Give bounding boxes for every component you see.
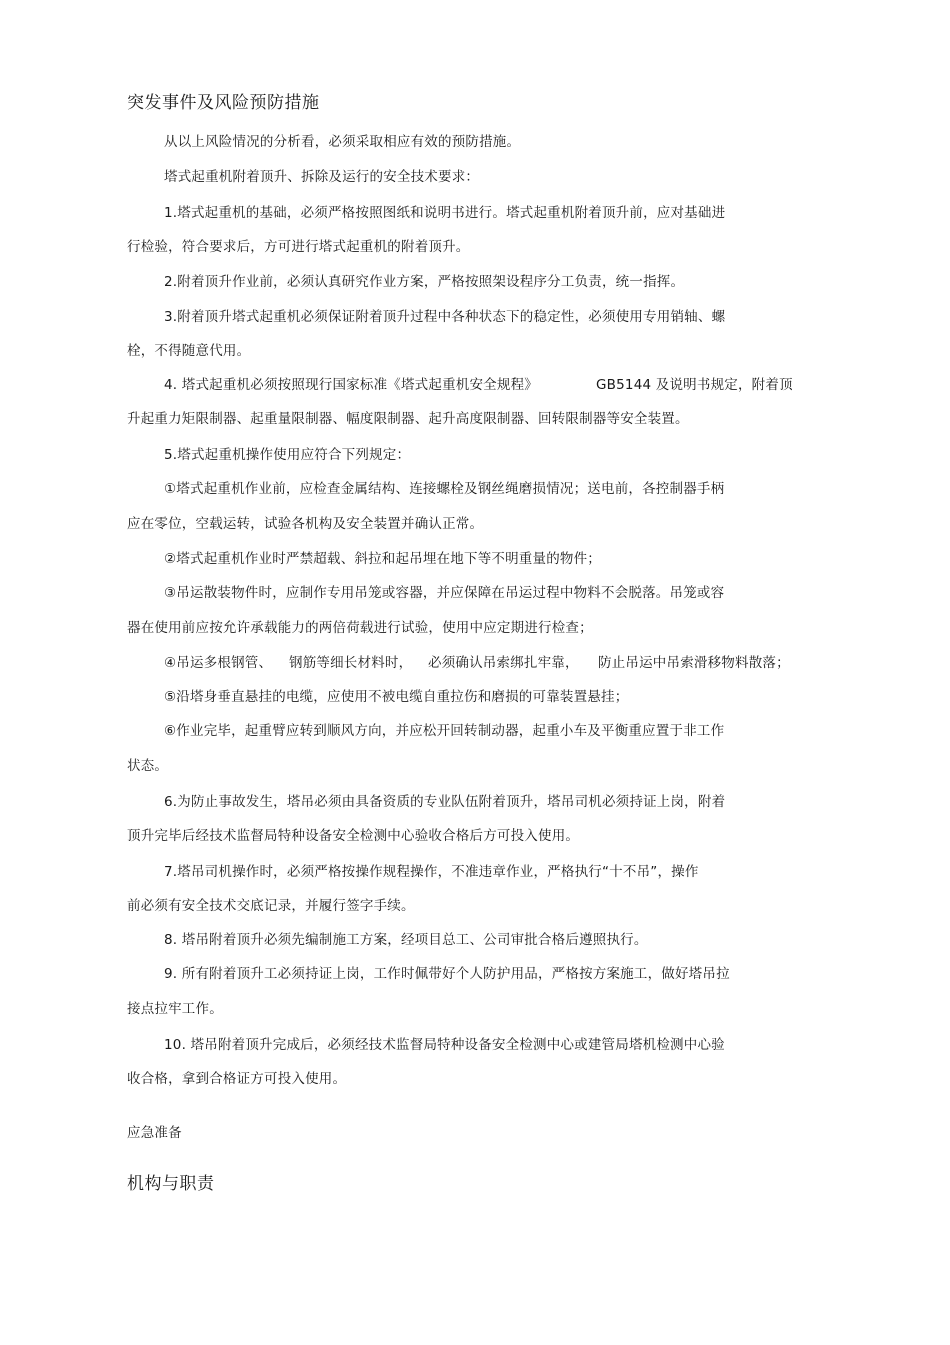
sub-item-4-part-1: ④吊运多根钢管、 — [164, 655, 273, 671]
sub-item-3-line-1: ③吊运散装物件时，应制作专用吊笼或容器，并应保障在吊运过程中物料不会脱落。吊笼或容 — [164, 585, 725, 601]
item-7-line-1: 7.塔吊司机操作时，必须严格按操作规程操作，不准违章作业，严格执行“十不吊”，操作 — [164, 864, 699, 880]
item-8: 8. 塔吊附着顶升必须先编制施工方案，经项目总工、公司审批合格后遵照执行。 — [164, 932, 648, 948]
item-5: 5.塔式起重机操作使用应符合下列规定： — [164, 447, 411, 463]
item-4-line-2: 升起重力矩限制器、起重量限制器、幅度限制器、起升高度限制器、回转限制器等安全装置。 — [127, 411, 689, 427]
item-1-line-1: 1.塔式起重机的基础，必须严格按照图纸和说明书进行。塔式起重机附着顶升前，应对基础进 — [164, 205, 726, 221]
sub-item-5: ⑤沿塔身垂直悬挂的电缆，应使用不被电缆自重拉伤和磨损的可靠装置悬挂； — [164, 689, 629, 705]
sub-item-1-line-1: ①塔式起重机作业前，应检查金属结构、连接螺栓及钢丝绳磨损情况；送电前，各控制器手柄 — [164, 481, 725, 497]
sub-item-4-part-4: 防止吊运中吊索滑移物料散落； — [598, 655, 790, 671]
section-heading: 突发事件及风险预防措施 — [127, 93, 320, 113]
item-3-line-1: 3.附着顶升塔式起重机必须保证附着顶升过程中各种状态下的稳定性，必须使用专用销轴、螺 — [164, 309, 726, 325]
item-6-line-2: 顶升完毕后经技术监督局特种设备安全检测中心验收合格后方可投入使用。 — [127, 828, 580, 844]
item-1-line-2: 行检验，符合要求后，方可进行塔式起重机的附着顶升。 — [127, 239, 470, 255]
emergency-heading: 应急准备 — [127, 1125, 182, 1141]
sub-item-3-line-2: 器在使用前应按允许承载能力的两倍荷载进行试验，使用中应定期进行检查； — [127, 620, 593, 636]
item-6-line-1: 6.为防止事故发生，塔吊必须由具备资质的专业队伍附着顶升，塔吊司机必须持证上岗，附着 — [164, 794, 726, 810]
item-9-line-2: 接点拉牢工作。 — [127, 1001, 223, 1017]
requirements-subtitle: 塔式起重机附着顶升、拆除及运行的安全技术要求： — [164, 169, 480, 185]
sub-item-1-line-2: 应在零位，空载运转，试验各机构及安全装置并确认正常。 — [127, 516, 484, 532]
item-7-line-2: 前必须有安全技术交底记录，并履行签字手续。 — [127, 898, 415, 914]
item-3-line-2: 栓，不得随意代用。 — [127, 343, 251, 359]
section-heading-organization: 机构与职责 — [127, 1174, 215, 1194]
item-2: 2.附着顶升作业前，必须认真研究作业方案，严格按照架设程序分工负责，统一指挥。 — [164, 274, 685, 290]
sub-item-6-line-2: 状态。 — [127, 758, 169, 774]
item-4-line-1-part-b: GB5144 及说明书规定，附着顶 — [596, 377, 793, 393]
sub-item-4-part-3: 必须确认吊索绑扎牢靠， — [428, 655, 579, 671]
sub-item-4-part-2: 钢筋等细长材料时， — [289, 655, 413, 671]
item-9-line-1: 9. 所有附着顶升工必须持证上岗，工作时佩带好个人防护用品，严格按方案施工，做好塔吊拉 — [164, 966, 730, 982]
item-10-line-1: 10. 塔吊附着顶升完成后，必须经技术监督局特种设备安全检测中心或建管局塔机检测中心验 — [164, 1037, 725, 1053]
intro-paragraph: 从以上风险情况的分析看，必须采取相应有效的预防措施。 — [164, 134, 521, 150]
item-4-line-1-part-a: 4. 塔式起重机必须按照现行国家标准《塔式起重机安全规程》 — [164, 377, 538, 393]
sub-item-6-line-1: ⑥作业完毕，起重臂应转到顺风方向，并应松开回转制动器，起重小车及平衡重应置于非工作 — [164, 723, 725, 739]
sub-item-2: ②塔式起重机作业时严禁超载、斜拉和起吊埋在地下等不明重量的物件； — [164, 551, 602, 567]
item-10-line-2: 收合格，拿到合格证方可投入使用。 — [127, 1071, 347, 1087]
